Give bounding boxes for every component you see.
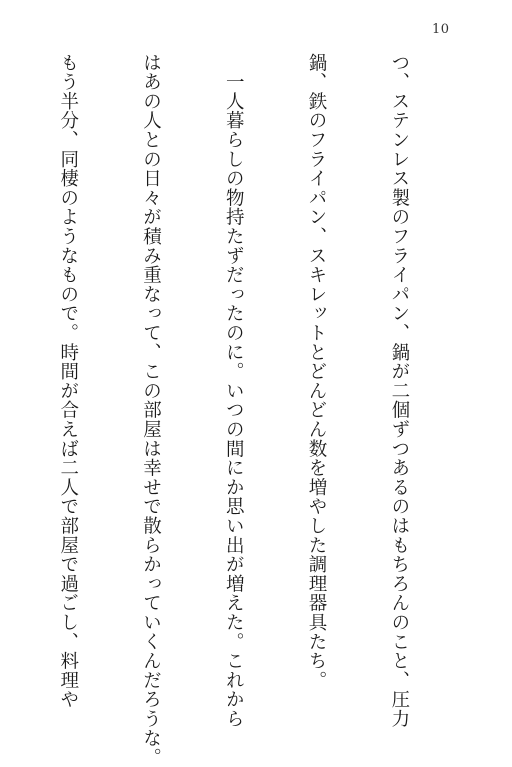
text-line: はあの人との日々が積み重なって、この部屋は幸せで散らかっていくんだろうな。 — [140, 53, 162, 767]
text-line: つ、ステンレス製のフライパン、鍋が二個ずつあるのはもちろんのこと、圧力 — [388, 53, 410, 729]
text-line: もう半分、同棲のようなもので。時間が合えば二人で部屋で過ごし、料理や — [57, 53, 79, 710]
text-line: 一人暮らしの物持たずだったのに。いつの間にか思い出が増えた。これから — [223, 53, 245, 729]
page-number: 10 — [432, 22, 450, 37]
text-line: 鍋、鉄のフライパン、スキレットとどんどん数を増やした調理器具たち。 — [306, 53, 328, 690]
vertical-text-body — [0, 53, 468, 767]
